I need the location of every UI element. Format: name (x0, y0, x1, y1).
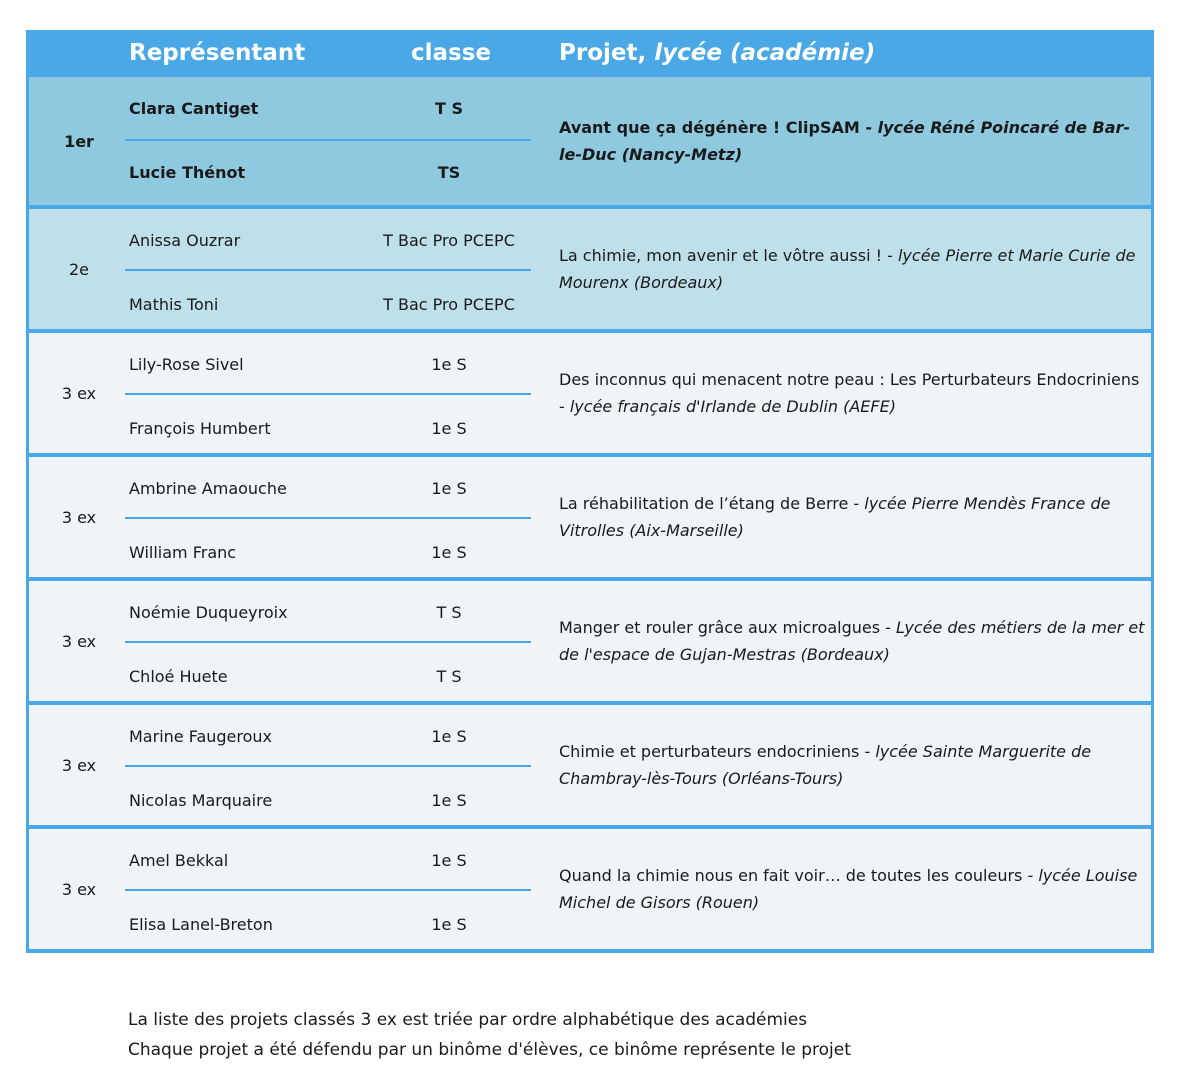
table-row (29, 205, 1151, 329)
project-title: La réhabilitation de l’étang de Berre - (559, 494, 865, 513)
rank-cell: 2e (68, 259, 90, 279)
class-cell: 1e S (431, 543, 467, 562)
class-cell: T S (436, 667, 462, 686)
class-cell: T Bac Pro PCEPC (383, 295, 515, 314)
header-classe: classe (411, 40, 492, 66)
class-cell: 1e S (431, 419, 467, 438)
class-cell: 1e S (431, 851, 467, 870)
ranking-table (26, 30, 1154, 953)
project-school: lycée Sainte Marguerite de Chambray-lès-Tours (Orléans-Tours) (559, 742, 1092, 788)
project-cell (559, 705, 1145, 825)
row-divider (125, 765, 531, 767)
class-cell: TS (437, 163, 461, 182)
table-row (29, 453, 1151, 577)
class-cell: T S (434, 99, 463, 118)
table-row (29, 329, 1151, 453)
project-school: Lycée des métiers de la mer et de l'espace de Gujan-Mestras (Bordeaux) (559, 618, 1145, 664)
table-row (29, 825, 1151, 949)
row-divider (125, 641, 531, 643)
class-cell: 1e S (431, 727, 467, 746)
representative-name: Amel Bekkal (129, 851, 229, 870)
project-school: lycée Pierre et Marie Curie de Mourenx (Bordeaux) (559, 246, 1136, 292)
class-cell: 1e S (431, 479, 467, 498)
rank-cell: 3 ex (61, 507, 97, 527)
representative-name: Lily-Rose Sivel (129, 355, 244, 374)
class-cell: 1e S (431, 355, 467, 374)
header-projet-label: Projet, (559, 40, 655, 66)
rank-cell: 1er (64, 131, 94, 151)
class-cell: T S (436, 603, 462, 622)
project-cell (559, 457, 1145, 577)
rank-cell: 3 ex (61, 879, 97, 899)
table-header (29, 30, 1151, 77)
row-divider (125, 393, 531, 395)
representative-name: Noémie Duqueyroix (129, 603, 288, 622)
project-cell (559, 829, 1145, 949)
row-divider (125, 269, 531, 271)
project-cell (559, 209, 1145, 329)
class-cell: 1e S (431, 791, 467, 810)
table-row (29, 701, 1151, 825)
project-school: lycée Pierre Mendès France de Vitrolles (Aix-Marseille) (559, 494, 1111, 540)
project-cell (559, 333, 1145, 453)
project-title: Manger et rouler grâce aux microalgues - (559, 618, 897, 637)
representative-name: François Humbert (129, 419, 271, 438)
project-title: La chimie, mon avenir et le vôtre aussi ! - (559, 246, 898, 265)
representative-name: Ambrine Amaouche (129, 479, 287, 498)
rank-cell: 3 ex (61, 383, 97, 403)
class-cell: T Bac Pro PCEPC (383, 231, 515, 250)
row-divider (125, 139, 531, 141)
representative-name: Elisa Lanel-Breton (129, 915, 273, 934)
project-title: Quand la chimie nous en fait voir… de toutes les couleurs - (559, 866, 1039, 885)
header-projet-italic: lycée (académie) (654, 40, 876, 66)
representative-name: Mathis Toni (129, 295, 219, 314)
project-cell (559, 77, 1145, 205)
project-title: Des inconnus qui menacent notre peau : Les Perturbateurs Endocriniens - (559, 370, 1140, 416)
project-school: lycée Louise Michel de Gisors (Rouen) (559, 866, 1138, 912)
project-cell (559, 581, 1145, 701)
note-binome: Chaque projet a été défendu par un binôme d'élèves, ce binôme représente le projet (128, 1040, 851, 1060)
table-row (29, 77, 1151, 205)
rank-cell: 3 ex (61, 631, 97, 651)
representative-name: Nicolas Marquaire (129, 791, 273, 810)
representative-name: William Franc (129, 543, 237, 562)
representative-name: Marine Faugeroux (129, 727, 273, 746)
representative-name: Chloé Huete (129, 667, 228, 686)
header-projet (559, 40, 875, 66)
project-title: Chimie et perturbateurs endocriniens - (559, 742, 876, 761)
project-title: Avant que ça dégénère ! ClipSAM - (559, 118, 878, 137)
representative-name: Anissa Ouzrar (129, 231, 241, 250)
representative-name: Lucie Thénot (129, 163, 246, 182)
project-school: lycée français d'Irlande de Dublin (AEFE) (569, 397, 896, 416)
row-divider (125, 517, 531, 519)
row-divider (125, 889, 531, 891)
representative-name: Clara Cantiget (129, 99, 259, 118)
header-representant: Représentant (129, 40, 306, 66)
class-cell: 1e S (431, 915, 467, 934)
table-body (29, 77, 1151, 949)
note-sort: La liste des projets classés 3 ex est triée par ordre alphabétique des académies (128, 1010, 808, 1030)
rank-cell: 3 ex (61, 755, 97, 775)
project-school: lycée Réné Poincaré de Bar-le-Duc (Nancy-Metz) (559, 118, 1131, 164)
table-row (29, 577, 1151, 701)
